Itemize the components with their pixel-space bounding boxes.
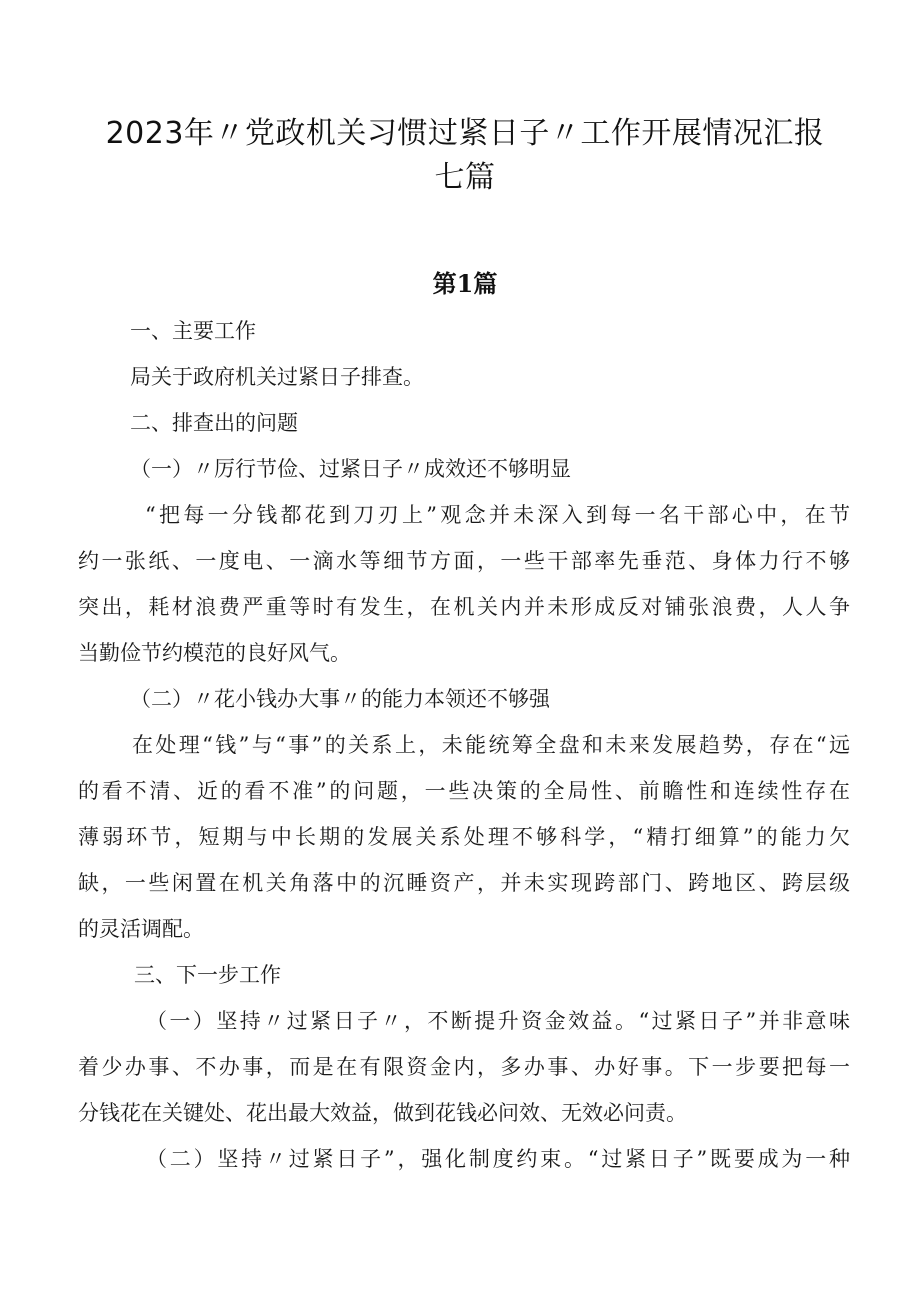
- document-title-line-1: 2023年〃党政机关习惯过紧日子〃工作开展情况汇报: [105, 116, 825, 151]
- section-heading-problems: 二、排查出的问题: [130, 411, 298, 435]
- document-title-line-2: 七篇: [434, 160, 496, 195]
- subsection-heading: （一）〃厉行节俭、过紧日子〃成效还不够明显: [130, 457, 571, 481]
- paragraph-line: “把每一分钱都花到刀刃上”观念并未深入到每一名干部心中，在节: [145, 503, 850, 527]
- subsection-heading: （二）〃花小钱办大事〃的能力本领还不够强: [130, 687, 550, 711]
- paragraph-line: 缺，一些闲置在机关角落中的沉睡资产，并未实现跨部门、跨地区、跨层级: [78, 871, 850, 895]
- section-heading-main-work: 一、主要工作: [130, 319, 256, 343]
- paragraph-line: （一）坚持〃过紧日子〃，不断提升资金效益。“过紧日子”并非意味: [146, 1009, 850, 1033]
- paragraph-line: 在处理“钱”与“事”的关系上，未能统筹全盘和未来发展趋势，存在“远: [132, 733, 850, 757]
- chapter-heading: 第1篇: [432, 269, 498, 298]
- paragraph-line: 薄弱环节，短期与中长期的发展关系处理不够科学，“精打细算”的能力欠: [78, 825, 850, 849]
- section-heading-next-steps: 三、下一步工作: [134, 963, 281, 987]
- paragraph-line: （二）坚持〃过紧日子”，强化制度约束。“过紧日子”既要成为一种: [146, 1147, 850, 1171]
- paragraph-line: 约一张纸、一度电、一滴水等细节方面，一些干部率先垂范、身体力行不够: [78, 549, 850, 573]
- paragraph-line: 局关于政府机关过紧日子排查。: [130, 365, 424, 389]
- paragraph-line: 分钱花在关键处、花出最大效益，做到花钱必问效、无效必问责。: [78, 1101, 687, 1125]
- paragraph-line: 当勤俭节约模范的良好风气。: [78, 641, 351, 665]
- paragraph-line: 突出，耗材浪费严重等时有发生，在机关内并未形成反对铺张浪费，人人争: [78, 595, 850, 619]
- paragraph-line: 的看不清、近的看不准”的问题，一些决策的全局性、前瞻性和连续性存在: [78, 779, 850, 803]
- paragraph-line: 的灵活调配。: [78, 917, 204, 941]
- paragraph-line: 着少办事、不办事，而是在有限资金内，多办事、办好事。下一步要把每一: [78, 1055, 850, 1079]
